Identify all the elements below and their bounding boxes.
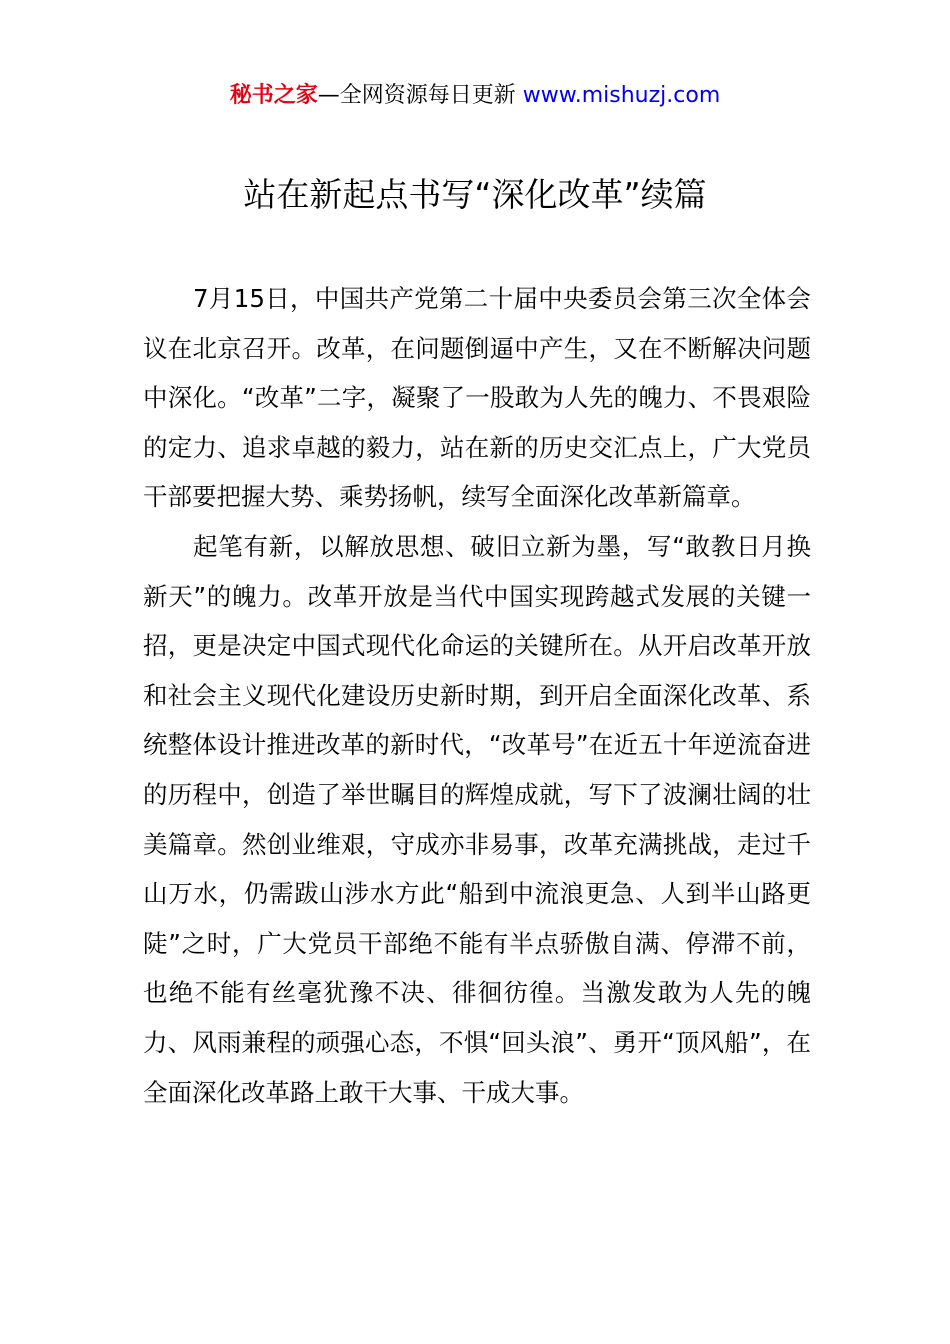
header-tagline: —全网资源每日更新 — [317, 83, 523, 108]
site-url-link[interactable]: www.mishuzj.com — [522, 83, 721, 108]
site-header — [0, 80, 950, 112]
paragraph-2: 起笔有新，以解放思想、破旧立新为墨，写“敢教日月换新天”的魄力。改革开放是当代中国实现跨越式发展的关键一招，更是决定中国式现代化命运的关键所在。从开启改革开放和社会主义现代化建设历史新时期，到开启全面深化改革、系统整体设计推进改革的新时代，“改革号”在近五十年逆流奋进的历程中，创造了举世瞩目的辉煌成就，写下了波澜壮阔的壮美篇章。然创业维艰，守成亦非易事，改革充满挑战，走过千山万水，仍需跋山涉水方此“船到中流浪更急、人到半山路更陡”之时，广大党员干部绝不能有半点骄傲自满、停滞不前，也绝不能有丝毫犹豫不决、徘徊彷徨。当激发敢为人先的魄力、风雨兼程的顽强心态，不惧“回头浪”、勇开“顶风船”，在全面深化改革路上敢干大事、干成大事。 — [143, 531, 811, 1107]
paragraph-1: 7月15日，中国共产党第二十届中央委员会第三次全体会议在北京召开。改革，在问题倒逼中产生，又在不断解决问题中深化。“改革”二字，凝聚了一股敢为人先的魄力、不畏艰险的定力、追求卓越的毅力，站在新的历史交汇点上，广大党员干部要把握大势、乘势扬帆，续写全面深化改革新篇章。 — [143, 284, 811, 512]
brand-name: 秘书之家 — [229, 83, 318, 108]
document-body — [143, 274, 811, 1117]
document-title: 站在新起点书写“深化改革”续篇 — [243, 175, 707, 214]
